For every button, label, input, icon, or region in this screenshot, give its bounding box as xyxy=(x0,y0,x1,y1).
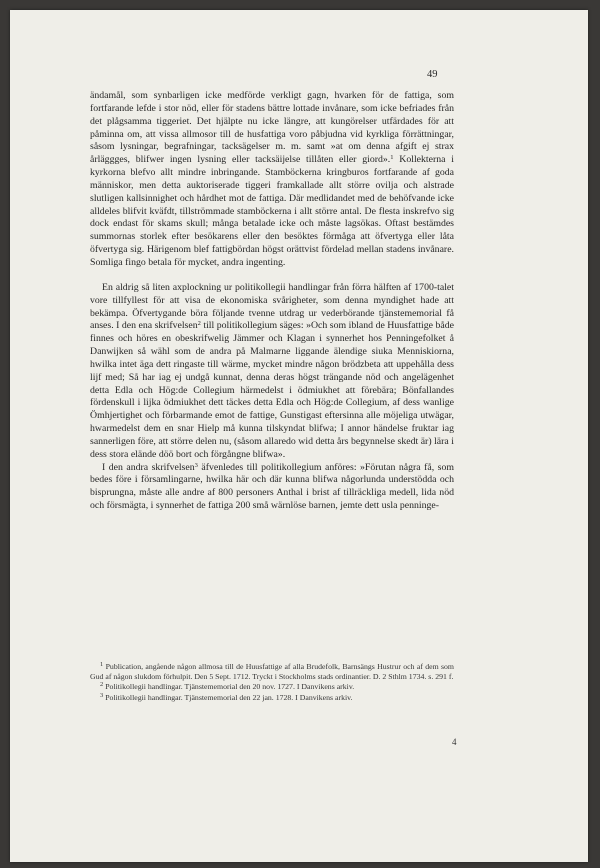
footnote xyxy=(90,662,454,682)
footnote-number: 1 xyxy=(100,661,104,668)
paragraph-text: till politikollegium säges: »Och som ibland de Huusfattige både finnes och höres en obeskrifwelig Jämmer och Klagan i synnerhet hos Penningefolket å Danwijken så wähl som de andra på Malmarne liggande älendige siuka Menniskiorna, hwilka intet äga dett ringaste till wärme, mycket mindre någon brödzbeta att uppehålla dess lijf med; Så har iag ej undgå kunnat, denna deras högst trängande nöd och angelägenhet detta Edla och Hög:de Collegium härmedelst i ödmiukhet att förebära; Bönfallandes fördenskull i lijka ödmiukhet dett täckes detta Edla och Hög:de Collegium, af dess wanlige Ömhjertighet och förbarmande emot de fattige, Gunstigast eftersinna alle möjeliga utwägar, hwarmedelst dem en snar Hielp må kunna tilskyndat blifwa; I annor händelse fruktar iag sannerligen före, att större delen nu, (såsom allaredo wid detta års begynnelse skedt är) lära i dess stora elände döö bort och förgångne blifwa». xyxy=(90,320,454,460)
paragraph-text: äfvenledes till politikollegium anföres: »Förutan några få, som bedes före i församlingarne, hwilka här och där kunna blifwa någorlunda understödda och bisprungna, måste alle andre af 800 personers Anthal i brist af tillräckliga medell, lida nöd och försmägta, i synnerhet de fattiga 200 små wärnlöse barnen, jemte dett usla penninge- xyxy=(90,461,455,512)
paragraph xyxy=(90,282,454,462)
paragraph xyxy=(90,462,454,513)
paragraph-text: ändamål, som synbarligen icke medförde verkligt gagn, hvarken för de fattiga, som fortfarande lefde i stor nöd, eller för stadens bättre lottade invånare, som icke befriades från det plågsamma tiggeriet. Det hjälpte nu icke längre, att kungörelser utfärdades för att påminna om, att vissa allmosor till de husfattiga voro påbjudna vid kyrkliga förrättningar, såsom lysningar, begrafningar, tacksägelser m. m. samt »at om denna afgift ej strax årläggges, blifwer ingen lysning eller tacksäijelse tillåten eller giord». xyxy=(90,90,454,166)
footnote-number: 2 xyxy=(100,681,104,689)
footnote-ref: 2 xyxy=(197,320,201,328)
signature-mark: 4 xyxy=(452,737,457,747)
footnote xyxy=(90,693,454,703)
paragraph-text: Kollekterna i kyrkorna blefvo allt mindre inbringande. Stamböckerna kringburos fortfarande af goda människor, men detta auktoriserade tiggeri framkallade allt större ovilja och alstrade slutligen kallsinnighet och hårdhet mot de fattiga. Där medlidandet med de behöfvande icke alldeles blifvit kväfdt, tillströmmade stamböckerna i allt större antal. De flesta inskrefvo sig dock endast för skams skull; många betalade icke och måste lagsökas. Oftast bestämdes summornas storlek efter besökarens eller den besöktes förmåga att öfvertyga eller låta öfvertyga sig. Härigenom blef fattigbördan högst orättvist fördelad mellan stadens invånare. Somliga fingo betala för mycket, andra ingenting. xyxy=(90,154,454,268)
footnote-text: Publication, angående någon allmosa till de Huusfattige af alla Brudefolk, Barnsängs Hustrur och af dem som Gud af någon slukdom förhulpit. Den 5 Sept. 1712. Tryckt i Stockholms stads ordinantier. D. 2 Sthlm 1734. s. 291 f. xyxy=(90,662,454,682)
paragraph-text: I den andra skrifvelsen xyxy=(102,461,195,473)
footnote-ref: 1 xyxy=(390,154,394,162)
page-number: 49 xyxy=(427,69,438,80)
footnote xyxy=(90,682,454,692)
footnotes xyxy=(90,662,454,703)
book-page xyxy=(10,10,588,862)
footnote-ref: 3 xyxy=(194,461,198,469)
paragraph-text: En aldrig så liten axplockning ur politikollegii handlingar från förra hälften af 1700-talet vore tillfyllest för att visa de ekonomiska svårigheter, som denna myndighet hade att bekämpa. Öfvertygande böra följande tvenne utdrag ur vederbörande tjänstememorial få anses. I den ena skrifvelsen xyxy=(90,281,454,332)
footnote-text: Politikollegii handlingar. Tjänstememorial den 20 nov. 1727. I Danvikens arkiv. xyxy=(105,682,355,692)
paragraph xyxy=(90,90,454,270)
footnote-text: Politikollegii handlingar. Tjänstememorial den 22 jan. 1728. I Danvikens arkiv. xyxy=(105,692,353,702)
footnote-number: 3 xyxy=(100,691,104,699)
body-text xyxy=(90,90,454,513)
